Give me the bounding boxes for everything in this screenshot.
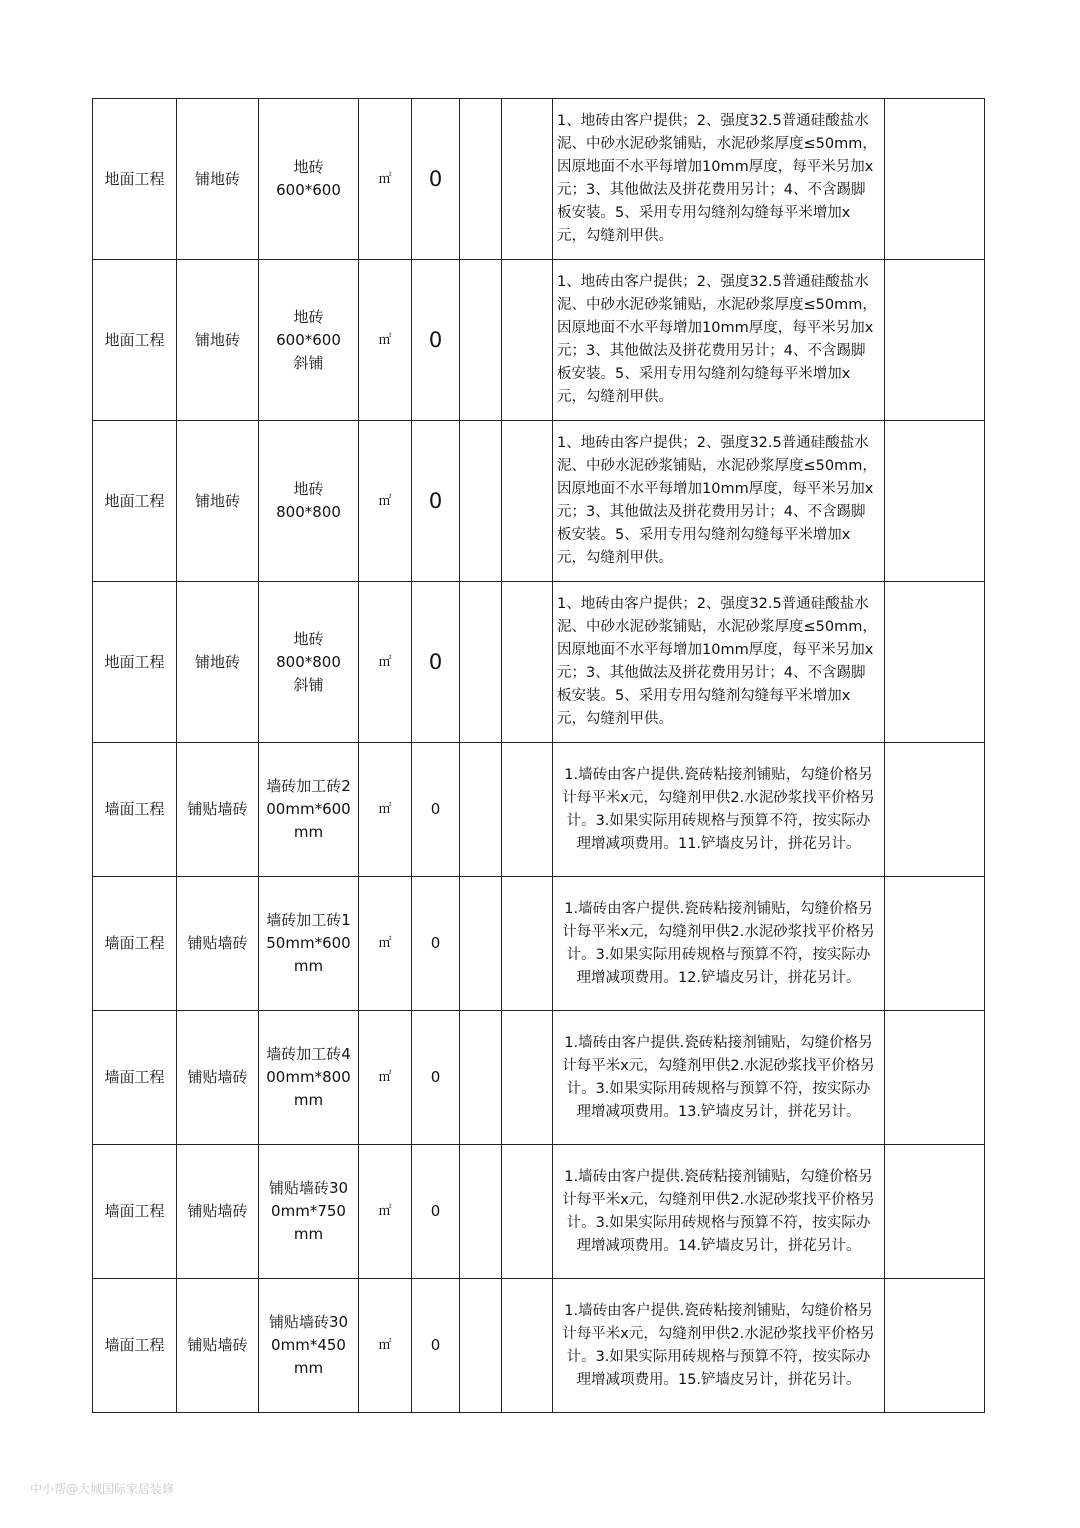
note-cell: 1、地砖由客户提供；2、强度32.5普通硅酸盐水泥、中砂水泥砂浆铺贴，水泥砂浆厚度≤50mm，因原地面不水平每增加10mm厚度，每平米另加x元；3、其他做法及拼花费用另计；4、不含踢脚板安装。5、采用专用勾缝剂勾缝每平米增加x元，勾缝剂甲供。: [553, 421, 885, 582]
table-row: [93, 1279, 985, 1413]
blank-cell: [460, 877, 502, 1011]
blank-cell: [460, 260, 502, 421]
spec-text: 地砖 800*800: [276, 480, 341, 521]
blank-cell: [885, 1145, 985, 1279]
item-cell: 铺地砖: [177, 582, 259, 743]
blank-cell: [502, 260, 553, 421]
table-row: [93, 99, 985, 260]
unit-cell: ㎡: [359, 1011, 412, 1145]
spec-cell: [259, 421, 359, 582]
category-cell: 墙面工程: [93, 877, 177, 1011]
blank-cell: [502, 99, 553, 260]
quantity-cell: 0: [412, 99, 460, 260]
table-row: [93, 421, 985, 582]
spec-cell: 墙砖加工砖400mm*800mm: [259, 1011, 359, 1145]
category-cell: 墙面工程: [93, 743, 177, 877]
watermark-text: 中小帮@大城国际家居装修: [30, 1482, 175, 1496]
category-cell: 墙面工程: [93, 1145, 177, 1279]
spec-cell: [259, 99, 359, 260]
blank-cell: [460, 582, 502, 743]
quantity-cell: 0: [412, 743, 460, 877]
unit-cell: ㎡: [359, 99, 412, 260]
table-row: [93, 260, 985, 421]
quantity-cell: 0: [412, 877, 460, 1011]
table-row: [93, 1011, 985, 1145]
category-cell: 地面工程: [93, 99, 177, 260]
blank-cell: [502, 1011, 553, 1145]
blank-cell: [460, 1145, 502, 1279]
quantity-cell: 0: [412, 1011, 460, 1145]
blank-cell: [885, 1279, 985, 1413]
category-cell: 墙面工程: [93, 1279, 177, 1413]
quantity-cell: 0: [412, 582, 460, 743]
blank-cell: [502, 1279, 553, 1413]
category-cell: 墙面工程: [93, 1011, 177, 1145]
blank-cell: [502, 421, 553, 582]
unit-cell: ㎡: [359, 421, 412, 582]
quantity-cell: 0: [412, 1145, 460, 1279]
spec-text: 地砖 800*800斜铺: [276, 629, 341, 694]
note-cell: 1、地砖由客户提供；2、强度32.5普通硅酸盐水泥、中砂水泥砂浆铺贴，水泥砂浆厚度≤50mm，因原地面不水平每增加10mm厚度，每平米另加x元；3、其他做法及拼花费用另计；4、不含踢脚板安装。5、采用专用勾缝剂勾缝每平米增加x元，勾缝剂甲供。: [553, 260, 885, 421]
blank-cell: [885, 421, 985, 582]
blank-cell: [885, 1011, 985, 1145]
quantity-cell: 0: [412, 260, 460, 421]
spec-cell: 墙砖加工砖200mm*600mm: [259, 743, 359, 877]
table-row: [93, 582, 985, 743]
table-row: [93, 877, 985, 1011]
blank-cell: [885, 743, 985, 877]
category-cell: 地面工程: [93, 260, 177, 421]
note-cell: 1、地砖由客户提供；2、强度32.5普通硅酸盐水泥、中砂水泥砂浆铺贴，水泥砂浆厚度≤50mm，因原地面不水平每增加10mm厚度，每平米另加x元；3、其他做法及拼花费用另计；4、不含踢脚板安装。5、采用专用勾缝剂勾缝每平米增加x元，勾缝剂甲供。: [553, 99, 885, 260]
table-row: [93, 1145, 985, 1279]
blank-cell: [885, 877, 985, 1011]
unit-cell: ㎡: [359, 260, 412, 421]
table-row: [93, 743, 985, 877]
unit-cell: ㎡: [359, 582, 412, 743]
blank-cell: [502, 1145, 553, 1279]
spec-text: 地砖 600*600: [276, 158, 341, 199]
blank-cell: [885, 260, 985, 421]
note-cell: 1、地砖由客户提供；2、强度32.5普通硅酸盐水泥、中砂水泥砂浆铺贴，水泥砂浆厚度≤50mm，因原地面不水平每增加10mm厚度，每平米另加x元；3、其他做法及拼花费用另计；4、不含踢脚板安装。5、采用专用勾缝剂勾缝每平米增加x元，勾缝剂甲供。: [553, 582, 885, 743]
spec-cell: [259, 260, 359, 421]
item-cell: 铺地砖: [177, 99, 259, 260]
blank-cell: [460, 1279, 502, 1413]
spec-cell: 铺贴墙砖300mm*750mm: [259, 1145, 359, 1279]
item-cell: 铺贴墙砖: [177, 877, 259, 1011]
category-cell: 地面工程: [93, 582, 177, 743]
unit-cell: ㎡: [359, 877, 412, 1011]
blank-cell: [502, 877, 553, 1011]
item-cell: 铺贴墙砖: [177, 1011, 259, 1145]
item-cell: 铺贴墙砖: [177, 743, 259, 877]
blank-cell: [460, 743, 502, 877]
quantity-cell: 0: [412, 421, 460, 582]
unit-cell: ㎡: [359, 743, 412, 877]
item-cell: 铺地砖: [177, 421, 259, 582]
blank-cell: [460, 99, 502, 260]
quotation-table: [92, 98, 985, 1413]
spec-cell: 铺贴墙砖300mm*450mm: [259, 1279, 359, 1413]
note-cell: 1.墙砖由客户提供.瓷砖粘接剂铺贴，勾缝价格另计每平米x元，勾缝剂甲供2.水泥砂浆找平价格另计。3.如果实际用砖规格与预算不符，按实际办理增减项费用。13.铲墙皮另计，拼花另计。: [553, 1011, 885, 1145]
item-cell: 铺地砖: [177, 260, 259, 421]
item-cell: 铺贴墙砖: [177, 1279, 259, 1413]
spec-cell: [259, 582, 359, 743]
note-cell: 1.墙砖由客户提供.瓷砖粘接剂铺贴，勾缝价格另计每平米x元，勾缝剂甲供2.水泥砂浆找平价格另计。3.如果实际用砖规格与预算不符，按实际办理增减项费用。12.铲墙皮另计，拼花另计。: [553, 877, 885, 1011]
category-cell: 地面工程: [93, 421, 177, 582]
note-cell: 1.墙砖由客户提供.瓷砖粘接剂铺贴，勾缝价格另计每平米x元，勾缝剂甲供2.水泥砂浆找平价格另计。3.如果实际用砖规格与预算不符，按实际办理增减项费用。15.铲墙皮另计，拼花另计。: [553, 1279, 885, 1413]
blank-cell: [460, 421, 502, 582]
quantity-cell: 0: [412, 1279, 460, 1413]
blank-cell: [502, 582, 553, 743]
unit-cell: ㎡: [359, 1145, 412, 1279]
item-cell: 铺贴墙砖: [177, 1145, 259, 1279]
blank-cell: [460, 1011, 502, 1145]
spec-text: 地砖 600*600斜铺: [276, 307, 341, 372]
note-cell: 1.墙砖由客户提供.瓷砖粘接剂铺贴，勾缝价格另计每平米x元，勾缝剂甲供2.水泥砂浆找平价格另计。3.如果实际用砖规格与预算不符，按实际办理增减项费用。11.铲墙皮另计，拼花另计。: [553, 743, 885, 877]
blank-cell: [885, 99, 985, 260]
blank-cell: [502, 743, 553, 877]
unit-cell: ㎡: [359, 1279, 412, 1413]
note-cell: 1.墙砖由客户提供.瓷砖粘接剂铺贴，勾缝价格另计每平米x元，勾缝剂甲供2.水泥砂浆找平价格另计。3.如果实际用砖规格与预算不符，按实际办理增减项费用。14.铲墙皮另计，拼花另计。: [553, 1145, 885, 1279]
blank-cell: [885, 582, 985, 743]
spec-cell: 墙砖加工砖150mm*600mm: [259, 877, 359, 1011]
